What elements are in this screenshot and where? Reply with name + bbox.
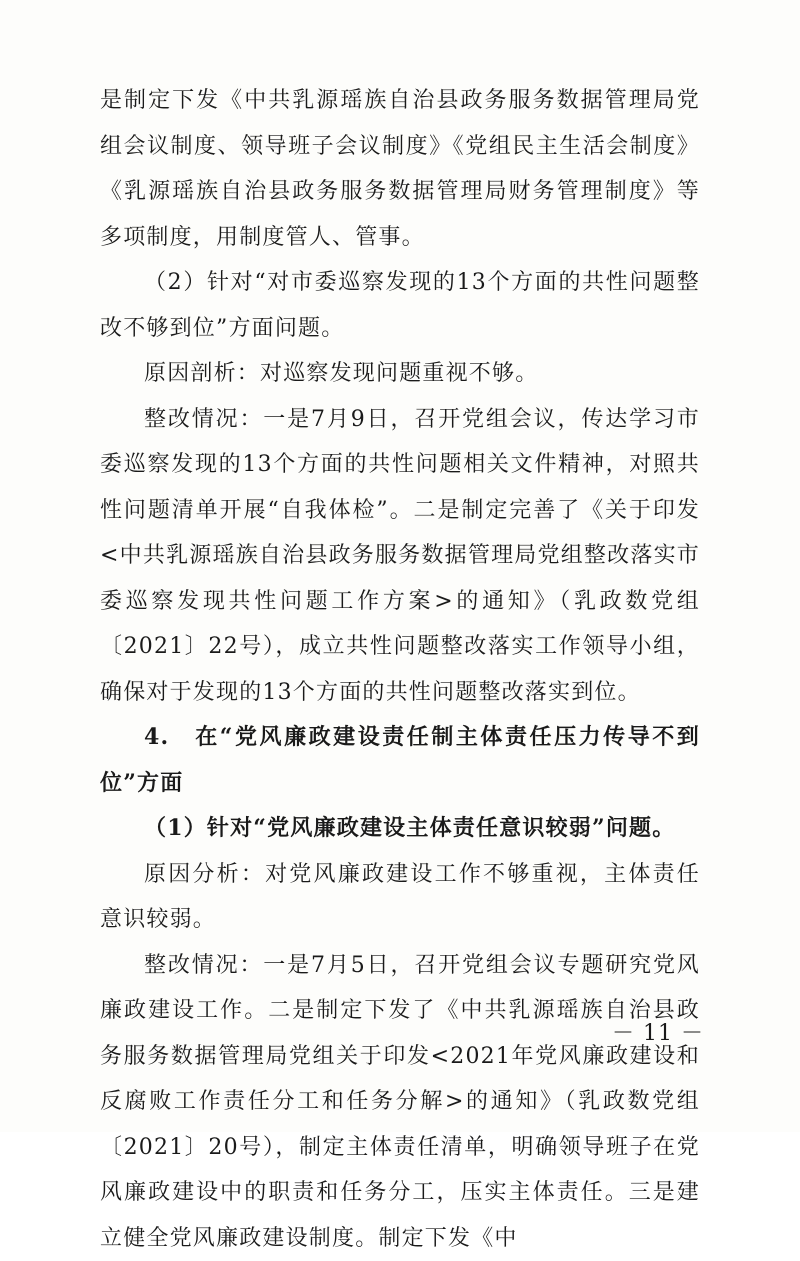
paragraph-rectification-2: 整改情况：一是7月5日，召开党组会议专题研究党风廉政建设工作。二是制定下发了《中共乳源瑶族自治县政务服务数据管理局党组关于印发<2021年党风廉政建设和反腐败工作责任分工和任务分解>的通知》（乳政数党组〔2021〕20号），制定主体责任清单，明确领导班子在党风廉政建设中的职责和任务分工，压实主体责任。三是建立健全党风廉政建设制度。制定下发《中: [100, 943, 700, 1261]
section-heading-4: 4. 在“党风廉政建设责任制主体责任压力传导不到位”方面: [100, 715, 700, 806]
paragraph-heading-2: （2）针对“对市委巡察发现的13个方面的共性问题整改不够到位”方面问题。: [100, 260, 700, 351]
paragraph-system-continuation: 是制定下发《中共乳源瑶族自治县政务服务数据管理局党组会议制度、领导班子会议制度》《党组民主生活会制度》《乳源瑶族自治县政务服务数据管理局财务管理制度》等多项制度，用制度管人、管事。: [100, 78, 700, 260]
paragraph-cause-analysis: 原因剖析：对巡察发现问题重视不够。: [100, 351, 700, 397]
page-number: － 11 －: [612, 1016, 704, 1047]
paragraph-cause-analysis-2: 原因分析：对党风廉政建设工作不够重视，主体责任意识较弱。: [100, 852, 700, 943]
paragraph-rectification: 整改情况：一是7月9日，召开党组会议，传达学习市委巡察发现的13个方面的共性问题相关文件精神，对照共性问题清单开展“自我体检”。二是制定完善了《关于印发<中共乳源瑶族自治县政务服务数据管理局党组整改落实市委巡察发现共性问题工作方案>的通知》（乳政数党组〔2021〕22号），成立共性问题整改落实工作领导小组，确保对于发现的13个方面的共性问题整改落实到位。: [100, 397, 700, 716]
paragraph-heading-1: （1）针对“党风廉政建设主体责任意识较弱”问题。: [100, 806, 700, 852]
document-body: [100, 78, 700, 1261]
